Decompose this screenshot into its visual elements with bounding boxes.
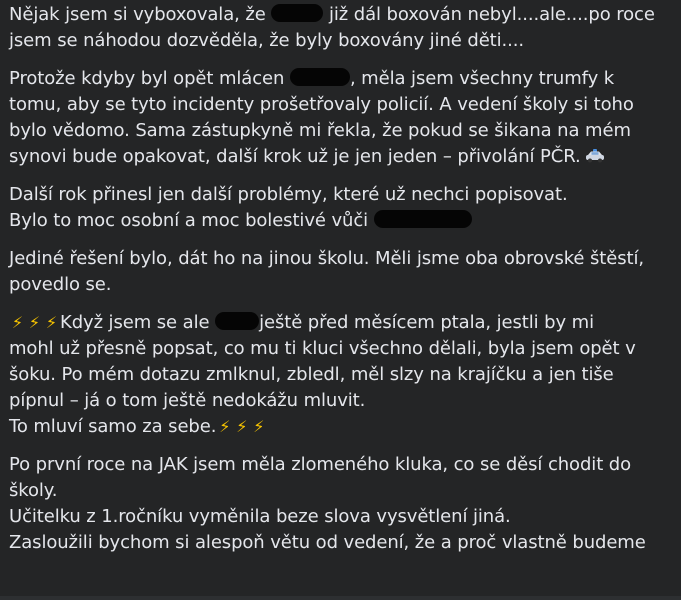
lightning-icon: ⚡ — [11, 313, 24, 332]
text-line: Jediné řešení bylo, dát ho na jinou školu. Měli jsme oba obrovské štěstí, — [9, 248, 644, 269]
text-line: tomu, aby se tyto incidenty prošetřovaly policií. A vedení školy si toho — [9, 94, 634, 115]
redaction-block — [215, 312, 259, 330]
lightning-icon: ⚡ — [45, 313, 58, 332]
paragraph — [9, 2, 667, 54]
lightning-icon: ⚡ — [253, 417, 265, 436]
paragraph — [9, 66, 667, 170]
text-line: ⚡ ⚡ ⚡ Když jsem se ale ještě před měsícem ptala, jestli by mi — [9, 310, 667, 336]
text-line: Bylo to moc osobní a moc bolestivé vůči — [9, 208, 667, 234]
paragraph — [9, 452, 667, 556]
paragraph — [9, 246, 667, 298]
paragraph — [9, 310, 667, 440]
text-line: jsem se náhodou dozvěděla, že byly boxovány jiné děti.... — [9, 30, 525, 51]
text-line: pípnul – já o tom ještě nedokážu mluvit. — [9, 390, 366, 411]
police-car-icon — [585, 145, 605, 159]
text-line: Další rok přinesl jen další problémy, které už nechci popisovat. — [9, 184, 568, 205]
text-line: Zasloužili bychom si alespoň větu od vedení, že a proč vlastně budeme — [9, 532, 646, 553]
text-line: mohl už přesně popsat, co mu ti kluci všechno dělali, byla jsem opět v — [9, 338, 636, 359]
redaction-block — [271, 4, 323, 22]
lightning-icon: ⚡ — [236, 417, 248, 436]
text-line: synovi bude opakovat, další krok už je jen jeden – přivolání PČR. — [9, 144, 667, 170]
bottom-edge — [0, 596, 681, 600]
text-line: Nějak jsem si vyboxovala, že již dál boxován nebyl....ale....po roce — [9, 4, 655, 25]
text-line: povedlo se. — [9, 274, 112, 295]
redaction-block — [374, 210, 472, 228]
text-line: To mluví samo za sebe. ⚡ ⚡ ⚡ — [9, 414, 667, 440]
paragraph — [9, 182, 667, 234]
text-line: Protože kdyby byl opět mlácen , měla jsem všechny trumfy k — [9, 68, 615, 89]
lightning-icon: ⚡ — [28, 313, 41, 332]
text-line: bylo vědomo. Sama zástupkyně mi řekla, že pokud se šikana na mém — [9, 120, 631, 141]
text-line: šoku. Po mém dotazu zmlknul, zbledl, měl slzy na krajíčku a jen tiše — [9, 364, 614, 385]
text-line: školy. — [9, 480, 58, 501]
text-line: Učitelku z 1.ročníku vyměnila beze slova vysvětlení jiná. — [9, 506, 511, 527]
text-line: Po první roce na JAK jsem měla zlomeného kluka, co se děsí chodit do — [9, 454, 632, 475]
redaction-block — [290, 68, 350, 86]
lightning-icon: ⚡ — [219, 417, 231, 436]
